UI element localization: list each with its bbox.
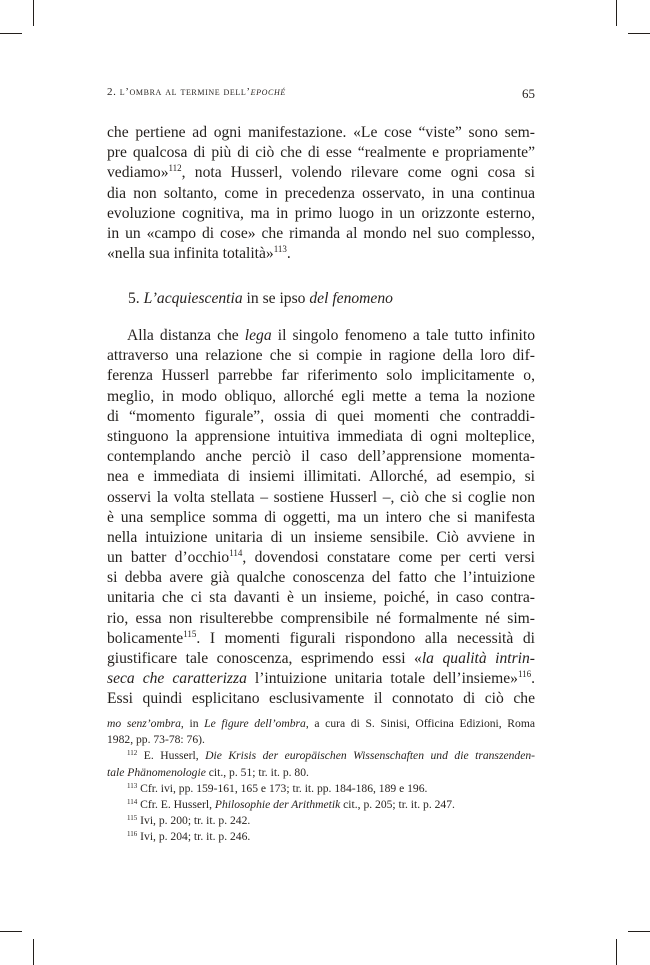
footnote-ref-115[interactable]: 115 xyxy=(183,628,197,639)
footnote-116: $^{116}$ Ivi, p. 204; tr. it. p. 246. xyxy=(127,830,251,844)
footnote-ref-114[interactable]: 114 xyxy=(229,548,243,559)
footnote-114: $^{114}$ Cfr. E. Husserl, Philosophie der Arithmetik cit., p. 205; tr. it. p. 247. xyxy=(127,797,455,811)
crop-mark-bottom-left xyxy=(33,939,34,965)
footnote-ref-112[interactable]: 112 xyxy=(168,163,182,174)
footnote-ref-113[interactable]: 113 xyxy=(273,244,287,255)
crop-mark-top-left-h xyxy=(0,33,22,34)
paragraph-continuation: che pertiene ad ogni manifestazione. «Le cose “viste” sono sem- pre qualcosa di più di ciò che di esse “realmente e propriamente” vediamo»$^{112}$, nota Husserl, volendo rilevare come ogni cosa si dia non soltanto, come in precedenza osservato, in una continua evoluzione cognitiva, ma in primo luogo in un orizzonte esterno, in un «campo di cose» che rimanda al mondo nel suo complesso, «nella sua infinita totalità»$^{113}$. xyxy=(107,124,535,263)
footnotes: mo senz’ombra, in Le figure dell’ombra, a cura di S. Sinisi, Officina Edizioni, Roma 1982, pp. 73-78: 76). $^{112}$ E. Husserl, Die Krisis der europäischen Wissenschaften und die transzenden- tale Phänomenologie cit., p. 51; tr. it. p. 80. $^{113}$ Cfr. ivi, pp. 159-161, 165 e 173; tr. it. pp. 184-186, 189 e 196. $^{114}$ Cfr. E. Husserl, Philosophie der Arithmetik cit., p. 205; tr. it. p. 247. $^{115}$ Ivi, p. 200; tr. it. p. 242. $^{116}$ Ivi, p. 204; tr. it. p. 246. xyxy=(107,716,535,846)
footnote-115: $^{115}$ Ivi, p. 200; tr. it. p. 242. xyxy=(127,814,251,828)
crop-mark-bottom-right xyxy=(616,939,617,965)
footnote-ref-116[interactable]: 116 xyxy=(517,669,532,680)
crop-mark-top-left xyxy=(33,0,34,26)
footnote-113: $^{113}$ Cfr. ivi, pp. 159-161, 165 e 173; tr. it. pp. 184-186, 189 e 196. xyxy=(127,781,428,795)
crop-mark-top-right xyxy=(616,0,617,26)
chapter-title: 2. l’ombra al termine dell’epoché xyxy=(107,86,286,98)
crop-mark-bottom-left-h xyxy=(0,931,22,932)
footnote-112: $^{112}$ E. Husserl, Die Krisis der europäischen Wissenschaften und die transzenden- xyxy=(127,749,535,763)
crop-mark-top-right-h xyxy=(628,33,650,34)
footnote-continuation: mo senz’ombra, in Le figure dell’ombra, a cura di S. Sinisi, Officina Edizioni, Roma xyxy=(107,717,535,730)
page-number: 65 xyxy=(522,86,535,101)
crop-mark-bottom-right-h xyxy=(628,931,650,932)
paragraph-main: Alla distanza che lega il singolo fenomeno a tale tutto infinito attraverso una relazione che si compie in ragione della loro dif- ferenza Husserl parrebbe far riferimento solo implicitamente o, meglio, in modo obliquo, allorché egli mette a tema la nozione di “momento figurale”, ossia di quei momenti che contraddi- stinguono la apprensione intuitiva immediata di ogni molteplice, contemplando anche perciò il caso dell’apprensione momenta- nea e immediata di insiemi illimitati. Allorché, ad esempio, si osservi la volta stellata – sostiene Husserl –, ciò che si coglie non è una semplice somma di oggetti, ma un intero che si manifesta nella intuizione unitaria di un insieme sensibile. Ciò avviene in un batter d’occhio$^{114}$, dovendosi constatare come per certi versi si debba avere già qualche conoscenza del fatto che l’intuizione unitaria che ci sta davanti è un insieme, poiché, in caso contra- rio, essa non risulterebbe comprensibile né formalmente né sim- bolicamente$^{115}$. I momenti figurali rispondono alla necessità di giustificare tale conoscenza, esprimendo essi «la qualità intrin- seca che caratterizza l’intuizione unitaria totale dell’insieme»$^{116}$. Essi quindi esplicitano esclusivamente il connotato di ciò che xyxy=(107,327,536,708)
section-heading: 5. L’acquiescentia in se ipso del fenomeno xyxy=(128,290,393,307)
